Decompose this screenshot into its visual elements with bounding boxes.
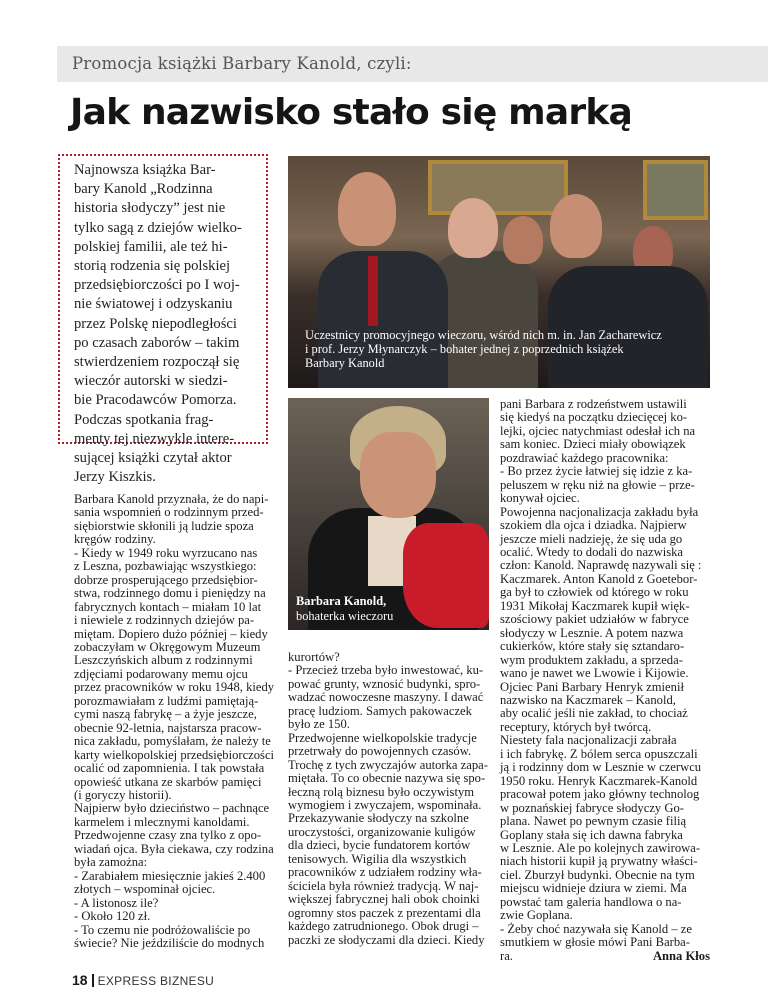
text-line: miętam. Dopiero dużo później – kiedy [74, 626, 268, 641]
flower-bouquet [403, 523, 489, 628]
text-line: peluszem w ręku niż na głowie – prze- [500, 477, 695, 492]
text-line: - To czemu nie podróżowaliście po [74, 922, 251, 937]
page-number: 18 [72, 972, 88, 988]
text-line: - Około 120 zł. [74, 909, 151, 924]
text-line: ocalić od zapomnienia. I tak powstała [74, 761, 265, 776]
text-line: ga był to człowiek od którego w roku [500, 585, 689, 600]
text-line: zobaczyłam w Okręgowym Muzeum [74, 639, 261, 654]
text-line: przetrwały do powojennych czasów. [288, 744, 472, 759]
text-line: - A listonosz ile? [74, 895, 159, 910]
text-line: ciel. Zburzył budynki. Obecnie na tym [500, 867, 695, 882]
wall-painting [428, 160, 568, 215]
text-line: i prof. Jerzy Młynarczyk – bohater jednej z poprzednich książek [305, 342, 624, 356]
text-line: (i goryczy historii). [74, 787, 172, 802]
text-line: smutkiem w głosie mówi Pani Barba- [500, 935, 690, 950]
text-line: - Bo przez życie łatwiej się idzie z ka- [500, 464, 693, 479]
text-line: pani Barbara z rodzeństwem ustawili [500, 397, 687, 411]
text-line: receptury, których był twórcą. [500, 719, 652, 734]
text-line: kręgów rodziny. [74, 532, 156, 547]
text-line: Najnowsza książka Bar- [74, 162, 216, 178]
text-line: złotych – wspominał ojciec. [74, 882, 216, 897]
text-line: plana. Nawet po pewnym czasie filią [500, 814, 687, 829]
text-line: Przekazywanie słodyczy na szkolne [288, 811, 469, 826]
text-line: tylko sagą z dziejów wielko- [74, 219, 242, 236]
text-line: 1931 Mikołaj Kaczmarek kupił więk- [500, 598, 690, 613]
text-line: łeczną rolą biznesu było oczywistym [288, 784, 475, 799]
text-line: Jerzy Kiszkis. [74, 469, 156, 486]
text-line: zdjęciami podarowany memu ojcu [74, 666, 248, 681]
text-line: fabrycznych kontach – miałam 10 lat [74, 599, 262, 614]
text-line: Barbara Kanold przyznała, że do napi- [74, 492, 269, 506]
text-line: - Zarabiałem miesięcznie jakieś 2.400 [74, 868, 266, 883]
text-line: nie światowej i odzyskaniu [74, 296, 233, 313]
text-line: ocalić. Wtedy to dodali do nazwiska [500, 544, 684, 559]
text-line: pozdrawiać każdego pracownika: [500, 450, 669, 465]
text-line: wiadań ojca. Była ciekawa, czy rodzina [74, 841, 274, 856]
text-line: wieczór autorski w siedzi- [74, 373, 228, 390]
photo2-caption-role: bohaterka wieczoru [296, 609, 394, 623]
text-line: słodyczy w Lesznie. A potem nazwa [500, 625, 684, 640]
text-line: Goplany stała się ich dawna fabryka [500, 827, 683, 842]
article-last-word: ra. [500, 948, 513, 963]
text-line: pracowników z udziałem rodziny wła- [288, 865, 482, 880]
text-line: i ich fabrykę. Z bólem serca opuszczali [500, 746, 698, 761]
text-line: po czasach zaborów – takim [74, 334, 240, 351]
text-line: konywał ojciec. [500, 491, 580, 506]
text-line: człon: Kanold. Naprawdę nazywali się : [500, 558, 702, 573]
headline: Jak nazwisko stało się marką [70, 92, 632, 133]
text-line: się kiedyś na początku dziecięcej ko- [500, 410, 688, 425]
text-line: szokiem dla ojca i dziadka. Najpierw [500, 518, 687, 533]
magazine-name: EXPRESS BIZNESU [97, 974, 215, 988]
footer-separator [92, 974, 94, 987]
text-line: miejscu widnieje dziura w ziemi. Ma [500, 881, 687, 896]
text-line: Kaczmarek. Anton Kanold z Goetebor- [500, 571, 698, 586]
photo1-caption [305, 328, 705, 370]
text-line: Barbary Kanold [305, 356, 385, 370]
text-line: pować grunty, wznosić budynki, spro- [288, 676, 481, 691]
text-line: obecnie 92-letnia, najstarsza pracow- [74, 720, 262, 735]
article-last-line [500, 950, 710, 963]
photo2-caption [296, 594, 393, 624]
text-line: bie Pracodawców Pomorza. [74, 392, 237, 409]
text-line: Leszczyńskich album z rodzinnymi [74, 653, 253, 668]
text-line: ściciela była również tradycją. W naj- [288, 878, 479, 893]
text-line: cymi naszą fabrykę – a żyje jeszcze, [74, 707, 257, 722]
wall-painting [643, 160, 708, 220]
text-line: wadzać nowoczesne maszyny. I dawać [288, 690, 484, 705]
text-line: nica zakładu, pomyślałam, że należy te [74, 734, 271, 749]
text-line: Powojenna nacjonalizacja zakładu była [500, 504, 699, 519]
text-line: kurortów? [288, 650, 340, 664]
text-line: z Leszna, pozbawiając wszystkiego: [74, 559, 257, 574]
text-line: dla dzieci, bycie fundatorem kortów [288, 838, 471, 853]
text-line: - Żeby choć nazywała się Kanold – ze [500, 921, 692, 936]
text-line: przez pracowników w roku 1948, kiedy [74, 680, 275, 695]
text-line: paczki ze słodyczami dla dzieci. Kiedy [288, 932, 485, 947]
text-line: karmelem i mlecznymi kanoldami. [74, 814, 250, 829]
text-line: Podczas spotkania frag- [74, 411, 214, 428]
article-column-1 [74, 493, 286, 950]
text-line: w Lesznie. Ale po kolejnych zawirowa- [500, 840, 701, 855]
text-line: szościowy pakiet udziałów w fabryce [500, 612, 689, 627]
text-line: storią rodzenia się polskiej [74, 258, 231, 275]
text-line: wano je nawet we Lwowie i Kijowie. [500, 666, 689, 681]
text-line: historia słodyczy” jest nie [74, 200, 226, 217]
text-line: Uczestnicy promocyjnego wieczoru, wśród nich m. in. Jan Zacharewicz [305, 328, 662, 342]
text-line: cukierków, które stały się sztandaro- [500, 639, 685, 654]
text-line: sania wspomnień o rodzinnym przed- [74, 505, 264, 520]
text-line: Najpierw było dzieciństwo – pachnące [74, 801, 270, 816]
text-line: uroczystości, organizowanie kuligów [288, 824, 476, 839]
text-line: ogromny stos paczek z prezentami dla [288, 905, 481, 920]
author-signature: Anna Kłos [652, 948, 710, 963]
text-line: jeszcze mieli nadzieję, że się uda go [500, 531, 683, 546]
text-line: stwierdzeniem rozpoczął się [74, 354, 240, 371]
text-line: - Kiedy w 1949 roku wyrzucano nas [74, 545, 258, 560]
text-line: aby ocalić jeśli nie zakład, to chociaż [500, 706, 688, 721]
text-line: Niestety fala nacjonalizacji zabrała [500, 733, 677, 748]
text-line: polskiej familii, ale też hi- [74, 238, 228, 255]
text-line: sam koniec. Dzieci miały obowiązek [500, 437, 686, 452]
lead-text [74, 161, 270, 487]
text-line: Przedwojenne wielkopolskie tradycje [288, 730, 477, 745]
article-column-3-lines [500, 398, 710, 950]
text-line: tenisowych. Wigilia dla wszystkich [288, 851, 467, 866]
article-column-2 [288, 651, 490, 947]
text-line: sującej książki czytał aktor [74, 450, 232, 467]
text-line: każdego zatrudnionego. Obok drugi – [288, 919, 479, 934]
text-line: Trochę z tych zwyczajów autorka zapa- [288, 757, 488, 772]
text-line: Przedwojenne czasy zna tylko z opo- [74, 828, 262, 843]
text-line: i niewiele z rodzinnych dziejów pa- [74, 613, 255, 628]
text-line: niach historii kupił ją prywatny właści- [500, 854, 698, 869]
text-line: pracę ludziom. Samych pakowaczek [288, 703, 472, 718]
text-line: powstać tam galeria handlowa o na- [500, 894, 682, 909]
page-footer [72, 972, 214, 988]
text-line: nazwisko na Kaczmarek – Kanold, [500, 692, 676, 707]
text-line: miętała. To co obecnie nazywa się spo- [288, 771, 486, 786]
text-line: Ojciec Pani Barbary Henryk zmienił [500, 679, 684, 694]
text-line: dobrze prosperującego przedsiębior- [74, 572, 258, 587]
photo2-caption-name: Barbara Kanold, [296, 594, 387, 608]
text-line: była zamożna: [74, 855, 148, 870]
text-line: pracował potem jako główny technolog [500, 787, 700, 802]
text-line: opowieść utkana ze skarbów pamięci [74, 774, 262, 789]
kicker: Promocja książki Barbary Kanold, czyli: [72, 54, 412, 73]
text-line: stwa, rodzinnego domu i pieniędzy na [74, 586, 266, 601]
text-line: wym produktem zakładu, a sprzeda- [500, 652, 683, 667]
text-line: przez Polskę niepodległości [74, 315, 237, 332]
text-line: lejki, ojciec natychmiast odesłał ich na [500, 423, 696, 438]
text-line: zwie Goplana. [500, 908, 573, 923]
text-line: bary Kanold „Rodzinna [74, 181, 213, 198]
text-line: karty wielkopolskiej przedsiębiorczości [74, 747, 275, 762]
text-line: w poznańskiej fabryce słodyczy Go- [500, 800, 684, 815]
text-line: menty tej niezwykle intere- [74, 430, 235, 447]
text-line: świecie? Nie jeździliście do modnych [74, 935, 265, 950]
text-line: wymogiem i zwyczajem, wspominała. [288, 797, 482, 812]
text-line: większej fabrycznej hali obok choinki [288, 892, 480, 907]
article-column-3 [500, 398, 710, 963]
text-line: było ze 150. [288, 717, 350, 732]
text-line: ją i rodzinny dom w Lesznie w czerwcu [500, 760, 702, 775]
text-line: przedsiębiorczości po I woj- [74, 277, 240, 294]
text-line: 1950 roku. Henryk Kaczmarek-Kanold [500, 773, 698, 788]
text-line: siębiorstwie skłonili ją ludzie spoza [74, 518, 254, 533]
text-line: - Przecież trzeba było inwestować, ku- [288, 663, 484, 678]
text-line: porozmawiałam z ludźmi pamiętają- [74, 693, 259, 708]
